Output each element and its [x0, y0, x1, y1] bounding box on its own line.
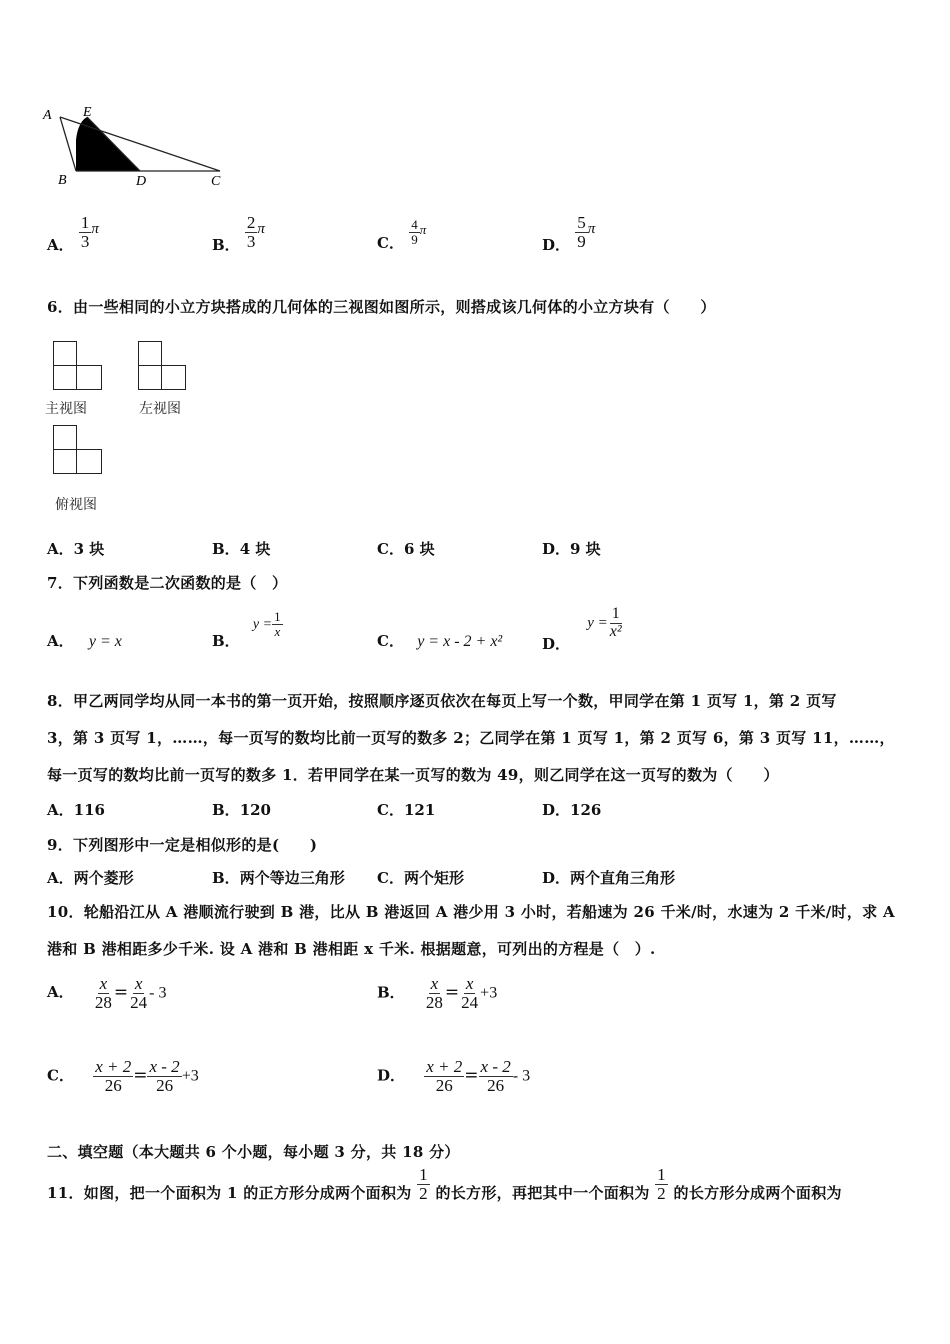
fraction: $\frac{x}{24}$: [130, 974, 148, 1012]
fraction: $\frac{x + 2}{26}$: [426, 1057, 463, 1095]
front-view-label: 主视图: [45, 401, 87, 417]
fraction: $\frac{x}{28}$: [94, 974, 112, 1012]
q6-text: 6．由一些相同的小立方块搭成的几何体的三视图如图所示，则搭成该几何体的小立方块有（ ）: [47, 298, 716, 316]
fraction: $\frac{x - 2}{26}$: [480, 1057, 511, 1095]
fraction: $\frac{1}{2}$: [657, 1165, 666, 1203]
fraction: $\frac{1}{\text{x²}}$: [609, 605, 622, 640]
fraction: $\frac{1}{2}$: [419, 1165, 428, 1203]
q10-option-c[interactable]: C． $\frac{x + 2}{26}$ = $\frac{x - 2}{26}$ +3: [47, 1057, 199, 1095]
fraction: $\frac{2}{3}$: [246, 213, 256, 251]
triangle-figure: [40, 100, 240, 195]
label-c: C: [211, 174, 221, 189]
section-2-title: 二、填空题（本大题共 6 个小题，每小题 3 分，共 18 分）: [47, 1143, 460, 1161]
q9-option-d[interactable]: D．两个直角三角形: [542, 869, 676, 887]
top-view-label: 俯视图: [55, 497, 97, 513]
option-label: D．: [542, 236, 571, 255]
q5-option-b[interactable]: B． $\frac{2}{3}$ π: [212, 213, 265, 255]
q11-text: 11．如图，把一个面积为 1 的正方形分成两个面积为 $\frac{1}{2}$ 的长方形，再把其中一个面积为 $\frac{1}{2}$ 的长方形分成两个面积为: [47, 1165, 842, 1203]
fraction: $\frac{4}{9}$: [411, 217, 418, 247]
label-d: D: [136, 174, 147, 189]
q7-option-a[interactable]: A． y = x: [47, 632, 122, 650]
q9-option-b[interactable]: B．两个等边三角形: [212, 869, 345, 887]
label-e: E: [83, 105, 92, 120]
q8-option-d[interactable]: D．126: [542, 801, 602, 819]
left-view-label: 左视图: [139, 401, 181, 417]
q7-option-b[interactable]: B． y = $\frac{1}{x}$: [212, 609, 281, 651]
q6-option-d[interactable]: D．9 块: [542, 540, 601, 558]
q5-option-a[interactable]: A． $\frac{1}{3}$ π: [47, 213, 99, 255]
q6-option-c[interactable]: C．6 块: [377, 540, 435, 558]
fraction: $\frac{5}{9}$: [577, 213, 586, 251]
q7-option-d[interactable]: D． y = $\frac{1}{\text{x²}}$: [542, 605, 622, 654]
q8-line-3: 每一页写的数均比前一页写的数多 1．若甲同学在某一页写的数为 49，则乙同学在这一页写的数为（ ）: [47, 766, 779, 784]
q8-option-b[interactable]: B．120: [212, 801, 271, 819]
q9-option-c[interactable]: C．两个矩形: [377, 869, 464, 887]
q10-option-a[interactable]: A． $\frac{x}{28}$ = $\frac{x}{24}$ - 3: [47, 974, 167, 1012]
q6-option-b[interactable]: B．4 块: [212, 540, 271, 558]
q7-text: 7．下列函数是二次函数的是（ ）: [47, 574, 288, 592]
q10-line-1: 10．轮船沿江从 A 港顺流行驶到 B 港，比从 B 港返回 A 港少用 3 小时，若船速为 26 千米/时，水速为 2 千米/时，求 A: [47, 903, 895, 921]
q5-option-d[interactable]: D． $\frac{5}{9}$ π: [542, 213, 596, 255]
q6-option-a[interactable]: A．3 块: [47, 540, 105, 558]
q9-option-a[interactable]: A．两个菱形: [47, 869, 134, 887]
q10-option-b[interactable]: B． $\frac{x}{28}$ = $\frac{x}{24}$ +3: [377, 974, 498, 1012]
q10-option-d[interactable]: D． $\frac{x + 2}{26}$ = $\frac{x - 2}{26}$ - 3: [377, 1057, 531, 1095]
q8-option-a[interactable]: A．116: [47, 801, 105, 819]
fraction: $\frac{x}{28}$: [425, 974, 443, 1012]
option-label: B．: [212, 236, 240, 255]
q10-line-2: 港和 B 港相距多少千米. 设 A 港和 B 港相距 x 千米. 根据题意，可列出的方程是（ ）.: [47, 940, 656, 958]
q8-line-1: 8．甲乙两同学均从同一本书的第一页开始，按照顺序逐页依次在每页上写一个数，甲同学在第 1 页写 1，第 2 页写: [47, 692, 837, 710]
q8-line-2: 3，第 3 页写 1，……，每一页写的数均比前一页写的数多 2；乙同学在第 1 页写 1，第 2 页写 6，第 3 页写 11，……，: [47, 729, 895, 747]
edge-ab: [60, 117, 76, 171]
q9-text: 9．下列图形中一定是相似形的是( ): [47, 836, 318, 854]
fraction: $\frac{1}{3}$: [80, 213, 90, 251]
q7-option-c[interactable]: C． y = x - 2 + x²: [377, 632, 503, 650]
option-label: A．: [47, 236, 74, 255]
label-a: A: [43, 108, 52, 123]
q5-option-c[interactable]: C． $\frac{4}{9}$ π: [377, 217, 427, 253]
fraction: $\frac{1}{x}$: [274, 609, 281, 639]
fraction: $\frac{x - 2}{26}$: [149, 1057, 180, 1095]
fraction: $\frac{x}{24}$: [461, 974, 479, 1012]
label-b: B: [58, 173, 67, 188]
option-label: C．: [377, 234, 404, 253]
fraction: $\frac{x + 2}{26}$: [95, 1057, 132, 1095]
q8-option-c[interactable]: C．121: [377, 801, 436, 819]
